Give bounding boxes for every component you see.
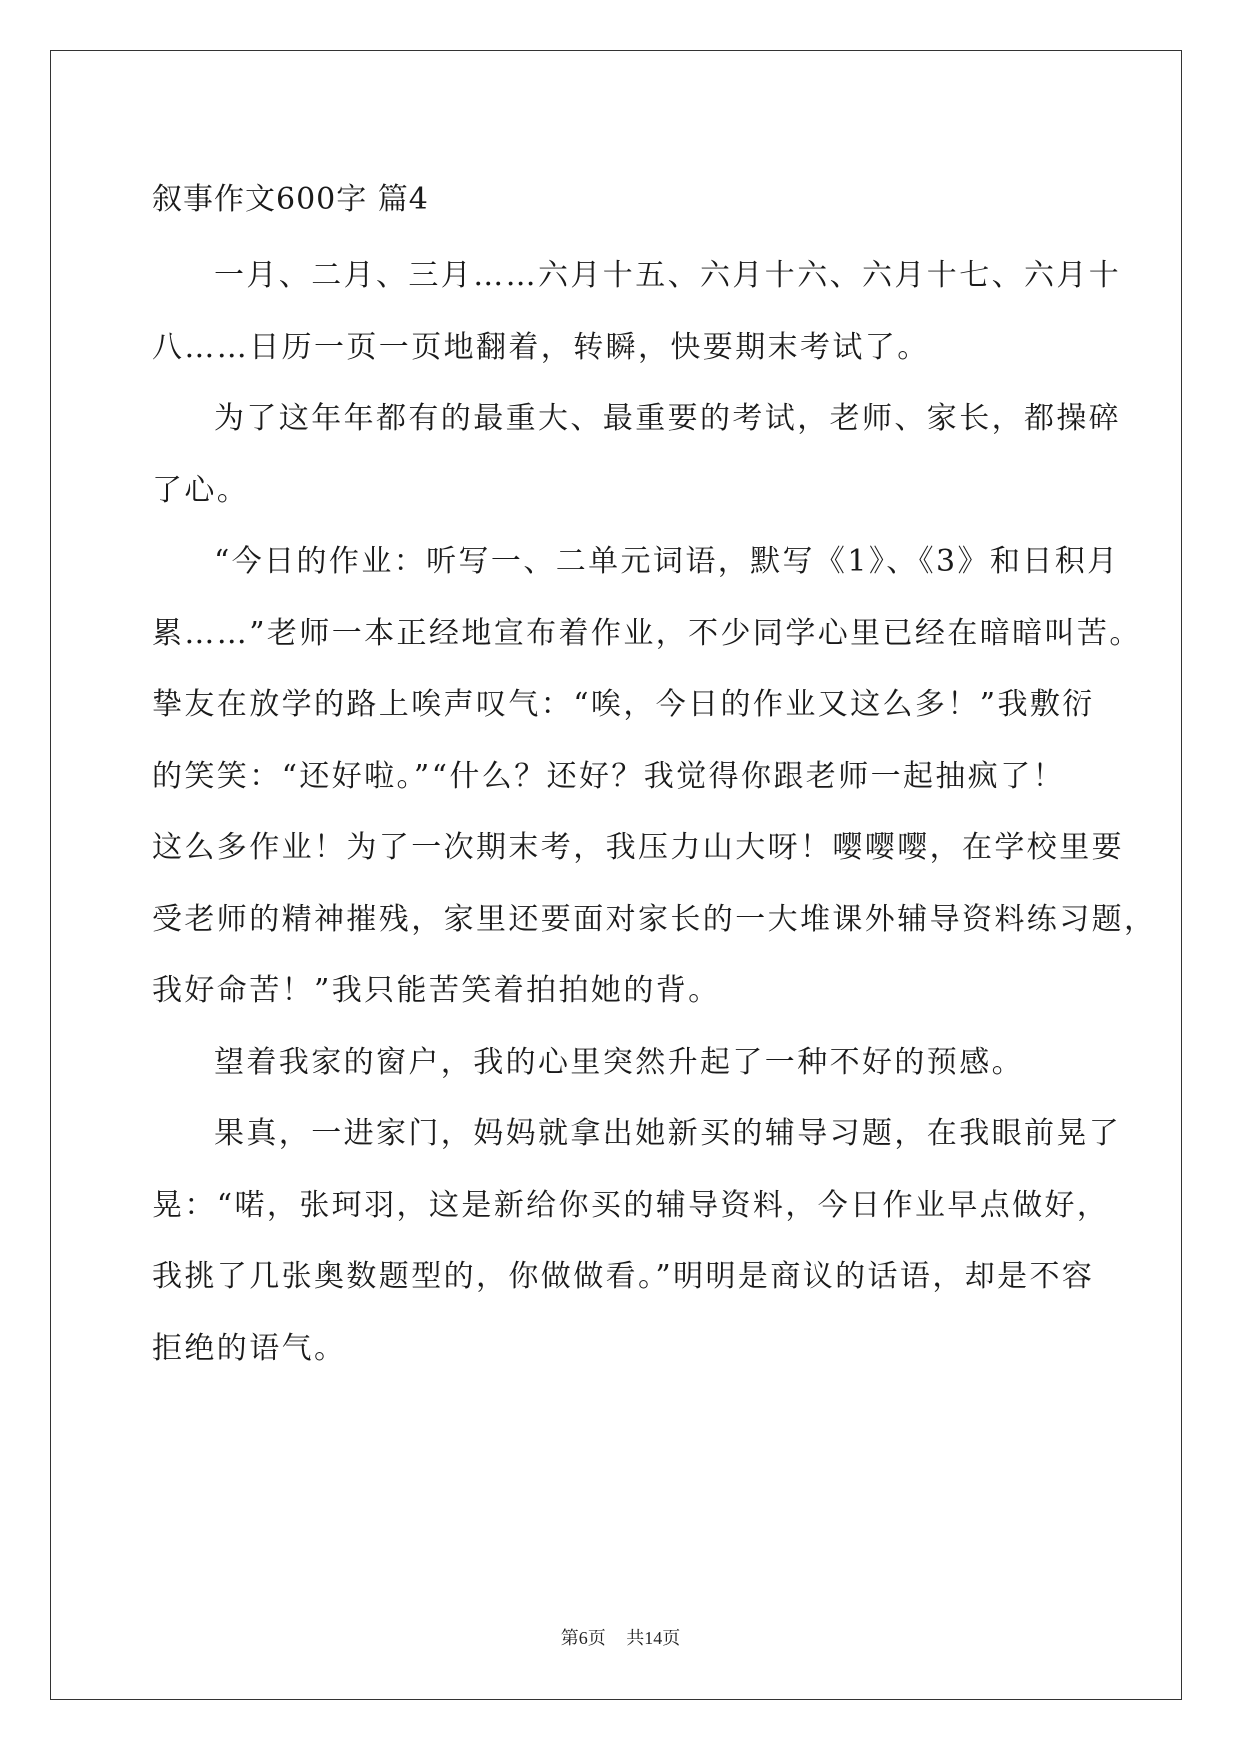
paragraph-4 xyxy=(152,1027,1082,1099)
paragraph-1 xyxy=(152,240,1122,383)
text-line: 挚友在放学的路上唉声叹气：“唉，今日的作业又这么多！”我敷衍 xyxy=(152,687,1095,722)
text-line: 八……日历一页一页地翻着，转瞬，快要期末考试了。 xyxy=(152,329,930,365)
text-line: “今日的作业：听写一、二单元词语，默写《1》、《3》和日积月 xyxy=(214,544,1120,579)
text-line: 的笑笑：“还好啦。”“什么？还好？我觉得你跟老师一起抽疯了！ xyxy=(152,758,1066,794)
text-line: 累……”老师一本正经地宣布着作业，不少同学心里已经在暗暗叫苦。 xyxy=(152,615,1142,651)
text-line: 一月、二月、三月……六月十五、六月十六、六月十七、六月十 xyxy=(214,258,1122,293)
essay-heading: 叙事作文600字 篇4 xyxy=(152,182,429,217)
text-line: 这么多作业！为了一次期末考，我压力山大呀！嘤嘤嘤，在学校里要 xyxy=(152,830,1124,865)
document-body xyxy=(152,160,1157,1384)
paragraph-3 xyxy=(152,526,1157,1027)
page-number: 第6页 xyxy=(560,1628,606,1648)
text-line: 了心。 xyxy=(152,472,250,508)
page-total: 共14页 xyxy=(626,1628,681,1648)
page-footer xyxy=(0,1624,1241,1650)
text-line: 拒绝的语气。 xyxy=(152,1330,347,1366)
text-line: 晃：“喏，张珂羽，这是新给你买的辅导资料，今日作业早点做好， xyxy=(152,1187,1110,1223)
text-line: 为了这年年都有的最重大、最重要的考试，老师、家长，都操碎 xyxy=(214,401,1122,436)
paragraph-5 xyxy=(152,1098,1122,1384)
text-line: 望着我家的窗户，我的心里突然升起了一种不好的预感。 xyxy=(214,1044,1024,1080)
text-line: 受老师的精神摧残，家里还要面对家长的一大堆课外辅导资料练习题， xyxy=(152,901,1157,937)
text-line: 果真，一进家门，妈妈就拿出她新买的辅导习题，在我眼前晃了 xyxy=(214,1116,1122,1151)
text-line: 我好命苦！”我只能苦笑着拍拍她的背。 xyxy=(152,973,721,1008)
text-line: 我挑了几张奥数题型的，你做做看。”明明是商议的话语，却是不容 xyxy=(152,1259,1095,1294)
paragraph-2 xyxy=(152,383,1122,526)
